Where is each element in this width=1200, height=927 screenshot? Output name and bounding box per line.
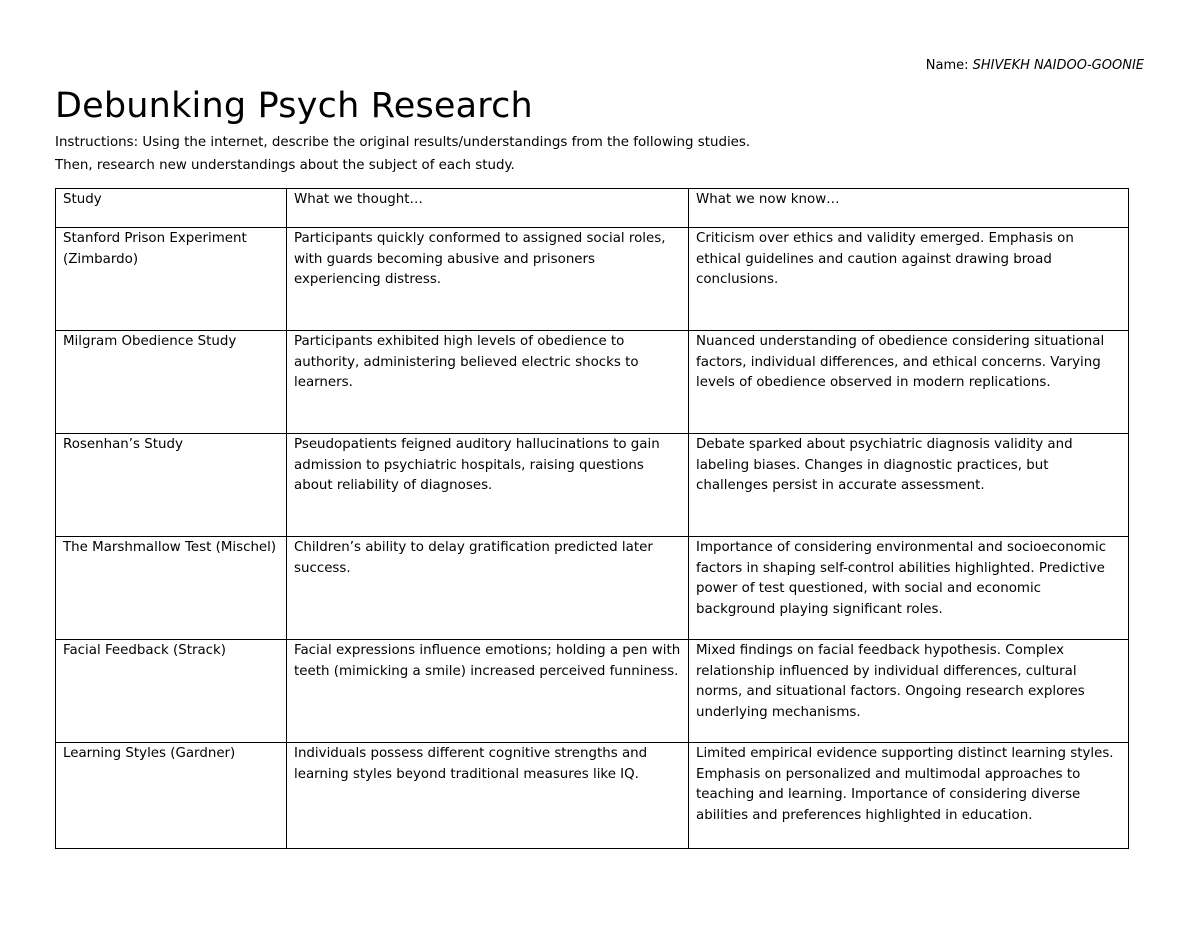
name-line bbox=[926, 58, 1144, 73]
now-cell: Nuanced understanding of obedience considering situational factors, individual differences, and ethical concerns. Varying levels of obedience observed in modern replications. bbox=[689, 331, 1129, 434]
study-cell: Facial Feedback (Strack) bbox=[56, 640, 287, 743]
thought-cell: Participants quickly conformed to assigned social roles, with guards becoming abusive and prisoners experiencing distress. bbox=[287, 228, 689, 331]
now-cell: Mixed findings on facial feedback hypothesis. Complex relationship influenced by individual differences, cultural norms, and situational factors. Ongoing research explores underlying mechanisms. bbox=[689, 640, 1129, 743]
table-row bbox=[56, 228, 1129, 331]
thought-cell: Individuals possess different cognitive strengths and learning styles beyond traditional measures like IQ. bbox=[287, 743, 689, 849]
table-header-row bbox=[56, 189, 1129, 228]
column-header-study: Study bbox=[56, 189, 287, 228]
instructions-line-1: Instructions: Using the internet, describe the original results/understandings from the following studies. bbox=[55, 135, 751, 150]
study-cell: Stanford Prison Experiment (Zimbardo) bbox=[56, 228, 287, 331]
table-row bbox=[56, 331, 1129, 434]
study-cell: Learning Styles (Gardner) bbox=[56, 743, 287, 849]
column-header-thought: What we thought… bbox=[287, 189, 689, 228]
thought-cell: Facial expressions influence emotions; holding a pen with teeth (mimicking a smile) increased perceived funniness. bbox=[287, 640, 689, 743]
table-row bbox=[56, 434, 1129, 537]
thought-cell: Children’s ability to delay gratification predicted later success. bbox=[287, 537, 689, 640]
thought-cell: Participants exhibited high levels of obedience to authority, administering believed electric shocks to learners. bbox=[287, 331, 689, 434]
study-cell: The Marshmallow Test (Mischel) bbox=[56, 537, 287, 640]
table-row bbox=[56, 743, 1129, 849]
now-cell: Limited empirical evidence supporting distinct learning styles. Emphasis on personalized and multimodal approaches to teaching and learning. Importance of considering diverse abilities and preferences highlighted in education. bbox=[689, 743, 1129, 849]
studies-table bbox=[55, 188, 1129, 849]
now-cell: Criticism over ethics and validity emerged. Emphasis on ethical guidelines and caution against drawing broad conclusions. bbox=[689, 228, 1129, 331]
instructions-line-2: Then, research new understandings about the subject of each study. bbox=[55, 158, 515, 173]
name-label: Name: bbox=[925, 58, 969, 73]
study-cell: Milgram Obedience Study bbox=[56, 331, 287, 434]
now-cell: Importance of considering environmental and socioeconomic factors in shaping self-control abilities highlighted. Predictive power of test questioned, with social and economic background playing significant roles. bbox=[689, 537, 1129, 640]
name-value: SHIVEKH NAIDOO-GOONIE bbox=[972, 58, 1144, 73]
column-header-now: What we now know… bbox=[689, 189, 1129, 228]
study-cell: Rosenhan’s Study bbox=[56, 434, 287, 537]
page-title: Debunking Psych Research bbox=[55, 86, 533, 126]
table-row bbox=[56, 537, 1129, 640]
table-row bbox=[56, 640, 1129, 743]
now-cell: Debate sparked about psychiatric diagnosis validity and labeling biases. Changes in diagnostic practices, but challenges persist in accurate assessment. bbox=[689, 434, 1129, 537]
thought-cell: Pseudopatients feigned auditory hallucinations to gain admission to psychiatric hospitals, raising questions about reliability of diagnoses. bbox=[287, 434, 689, 537]
